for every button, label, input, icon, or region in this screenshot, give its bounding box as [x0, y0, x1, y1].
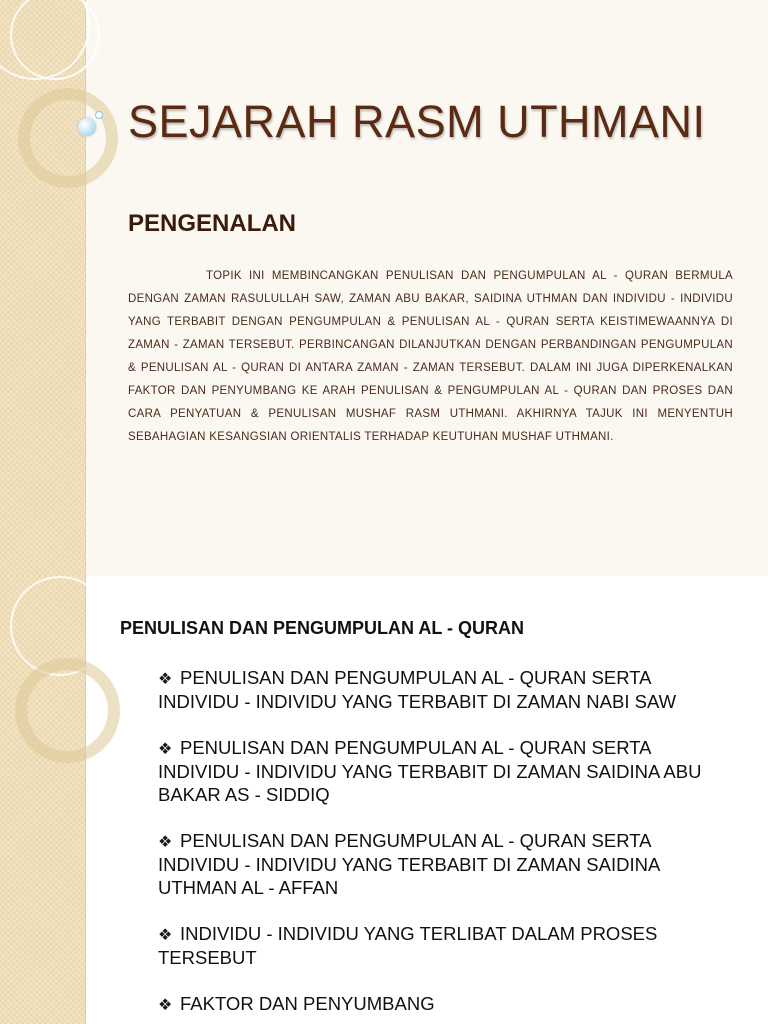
list-item: [158, 922, 718, 969]
slide-title: SEJARAH RASM UTHMANI: [128, 96, 706, 147]
list-item-text: PENULISAN DAN PENGUMPULAN AL - QURAN SERTA INDIVIDU - INDIVIDU YANG TERBABIT DI ZAMAN SAIDINA UTHMAN AL - AFFAN: [158, 830, 660, 898]
bullet-list: [158, 666, 718, 1024]
decorative-ring: [10, 0, 100, 80]
intro-paragraph: TOPIK INI MEMBINCANGKAN PENULISAN DAN PENGUMPULAN AL - QURAN BERMULA DENGAN ZAMAN RASULULLAH SAW, ZAMAN ABU BAKAR, SAIDINA UTHMAN DAN INDIVIDU - INDIVIDU YANG TERBABIT DENGAN PENGUMPULAN & PENULISAN AL - QURAN SERTA KEISTIMEWAANNYA DI ZAMAN - ZAMAN TERSEBUT. PERBINCANGAN DILANJUTKAN DENGAN PERBANDINGAN PENGUMPULAN & PENULISAN AL - QURAN DI ANTARA ZAMAN - ZAMAN TERSEBUT. DALAM INI JUGA DIPERKENALKAN FAKTOR DAN PENYUMBANG KE ARAH PENULISAN & PENGUMPULAN AL - QURAN DAN PROSES DAN CARA PENYATUAN & PENULISAN MUSHAF RASM UTHMANI. AKHIRNYA TAJUK INI MENYENTUH SEBAHAGIAN KESANGSIAN ORIENTALIS TERHADAP KEUTUHAN MUSHAF UTHMANI.: [128, 270, 733, 443]
list-item: [158, 992, 718, 1016]
four-diamond-bullet-icon: ❖: [158, 669, 173, 688]
small-bubble-icon: [95, 111, 103, 119]
list-item-text: PENULISAN DAN PENGUMPULAN AL - QURAN SERTA INDIVIDU - INDIVIDU YANG TERBABIT DI ZAMAN SAIDINA ABU BAKAR AS - SIDDIQ: [158, 737, 702, 805]
list-item-text: INDIVIDU - INDIVIDU YANG TERLIBAT DALAM PROSES TERSEBUT: [158, 923, 658, 968]
decorative-side-strip: [0, 0, 86, 576]
decorative-side-strip: [0, 576, 86, 1024]
bubble-icon: [78, 118, 96, 136]
list-item-text: FAKTOR DAN PENYUMBANG: [180, 993, 435, 1014]
section-heading: PENGENALAN: [128, 210, 297, 237]
decorative-ring: [15, 658, 120, 763]
four-diamond-bullet-icon: ❖: [158, 739, 173, 758]
four-diamond-bullet-icon: ❖: [158, 925, 173, 944]
four-diamond-bullet-icon: ❖: [158, 832, 173, 851]
four-diamond-bullet-icon: ❖: [158, 995, 173, 1014]
list-item-text: PENULISAN DAN PENGUMPULAN AL - QURAN SERTA INDIVIDU - INDIVIDU YANG TERBABIT DI ZAMAN NABI SAW: [158, 667, 677, 712]
decorative-ring: [18, 88, 118, 188]
slide-2: [0, 576, 768, 1024]
list-item: [158, 736, 718, 806]
list-item: [158, 829, 718, 899]
list-item: [158, 666, 718, 713]
slide-2-heading: PENULISAN DAN PENGUMPULAN AL - QURAN: [120, 618, 525, 638]
